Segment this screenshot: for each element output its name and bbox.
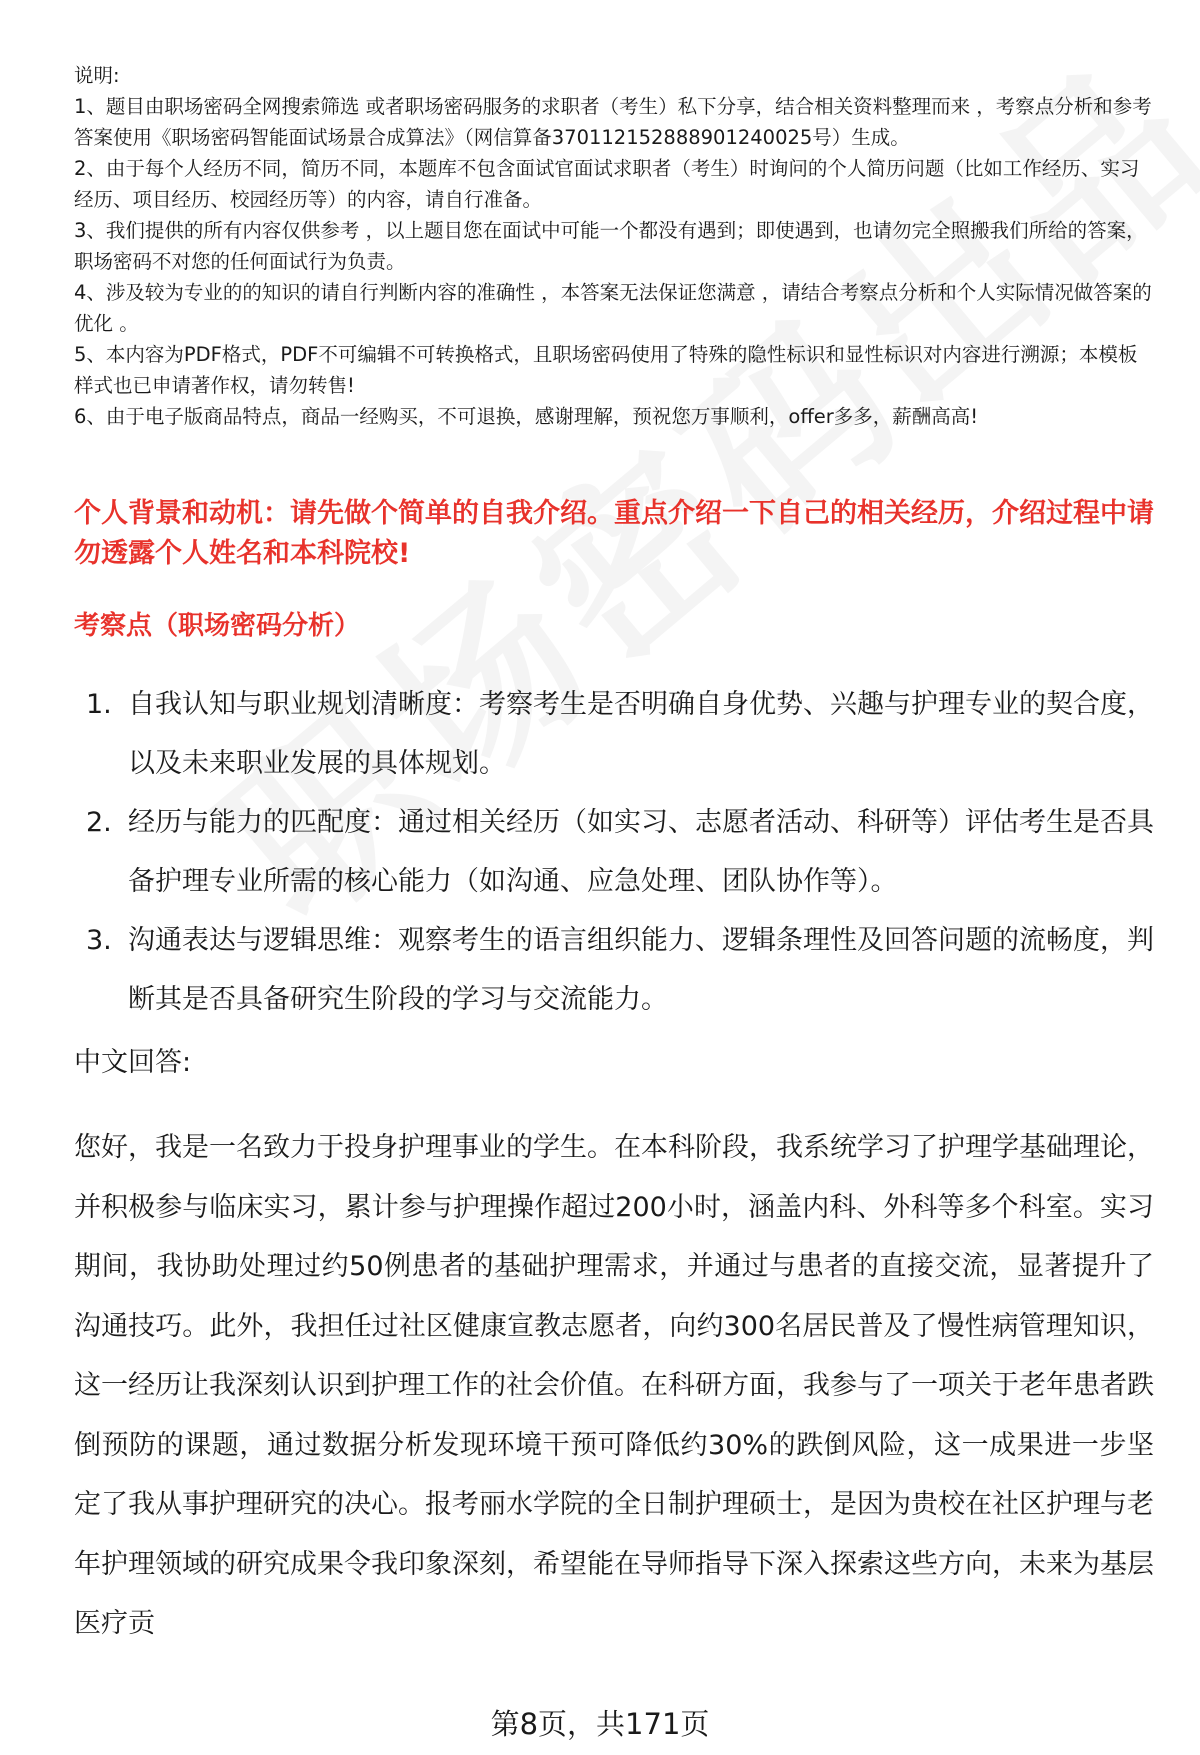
point-number: 3. <box>86 925 112 956</box>
note-item-4: 4、涉及较为专业的的知识的请自行判断内容的准确性 ，本答案无法保证您满意 ，请结合考察点分析和个人实际情况做答案的优化 。 <box>74 281 1152 335</box>
analysis-point <box>74 675 1154 793</box>
point-number: 2. <box>86 807 112 838</box>
point-text: 经历与能力的匹配度：通过相关经历（如实习、志愿者活动、科研等）评估考生是否具备护理专业所需的核心能力（如沟通、应急处理、团队协作等）。 <box>128 807 1154 897</box>
note-item-2: 2、由于每个人经历不同，简历不同，本题库不包含面试官面试求职者（考生）时询问的个人简历问题（比如工作经历、实习经历、项目经历、校园经历等）的内容，请自行准备。 <box>74 157 1140 211</box>
analysis-points <box>74 675 1154 1029</box>
notes-heading: 说明: <box>74 64 120 87</box>
note-item-6: 6、由于电子版商品特点，商品一经购买，不可退换，感谢理解，预祝您万事顺利，offer多多，薪酬高高! <box>74 405 979 428</box>
note-item-5: 5、本内容为PDF格式，PDF不可编辑不可转换格式，且职场密码使用了特殊的隐性标识和显性标识对内容进行溯源；本模板样式也已申请著作权，请勿转售! <box>74 343 1138 397</box>
point-number: 1. <box>86 689 112 720</box>
interview-question: 个人背景和动机：请先做个简单的自我介绍。重点介绍一下自己的相关经历，介绍过程中请勿透露个人姓名和本科院校! <box>74 498 1154 569</box>
page-number: 第8页，共171页 <box>490 1707 710 1741</box>
note-item-3: 3、我们提供的所有内容仅供参考 ，以上题目您在面试中可能一个都没有遇到；即使遇到，也请勿完全照搬我们所给的答案，职场密码不对您的任何面试行为负责。 <box>74 219 1146 273</box>
answer-label: 中文回答: <box>74 1047 192 1078</box>
point-text: 自我认知与职业规划清晰度：考察考生是否明确自身优势、兴趣与护理专业的契合度，以及未来职业发展的具体规划。 <box>128 689 1154 779</box>
answer-text: 您好，我是一名致力于投身护理事业的学生。在本科阶段，我系统学习了护理学基础理论，并积极参与临床实习，累计参与护理操作超过200小时，涵盖内科、外科等多个科室。实习期间，我协助处理过约50例患者的基础护理需求，并通过与患者的直接交流，显著提升了沟通技巧。此外，我担任过社区健康宣教志愿者，向约300名居民普及了慢性病管理知识，这一经历让我深刻认识到护理工作的社会价值。在科研方面，我参与了一项关于老年患者跌倒预防的课题，通过数据分析发现环境干预可降低约30%的跌倒风险，这一成果进一步坚定了我从事护理研究的决心。报考丽水学院的全日制护理硕士，是因为贵校在社区护理与老年护理领域的研究成果令我印象深刻，希望能在导师指导下深入探索这些方向，未来为基层医疗贡 <box>74 1132 1154 1639</box>
disclaimer-notes <box>74 60 1154 432</box>
note-item-1: 1、题目由职场密码全网搜索筛选 或者职场密码服务的求职者（考生）私下分享，结合相关资料整理而来 ，考察点分析和参考答案使用《职场密码智能面试场景合成算法》（网信算备370112152888901240025号）生成。 <box>74 95 1152 149</box>
point-text: 沟通表达与逻辑思维：观察考生的语言组织能力、逻辑条理性及回答问题的流畅度，判断其是否具备研究生阶段的学习与交流能力。 <box>128 925 1154 1015</box>
analysis-title: 考察点（职场密码分析） <box>74 611 361 641</box>
analysis-point <box>74 793 1154 911</box>
analysis-point <box>74 911 1154 1029</box>
